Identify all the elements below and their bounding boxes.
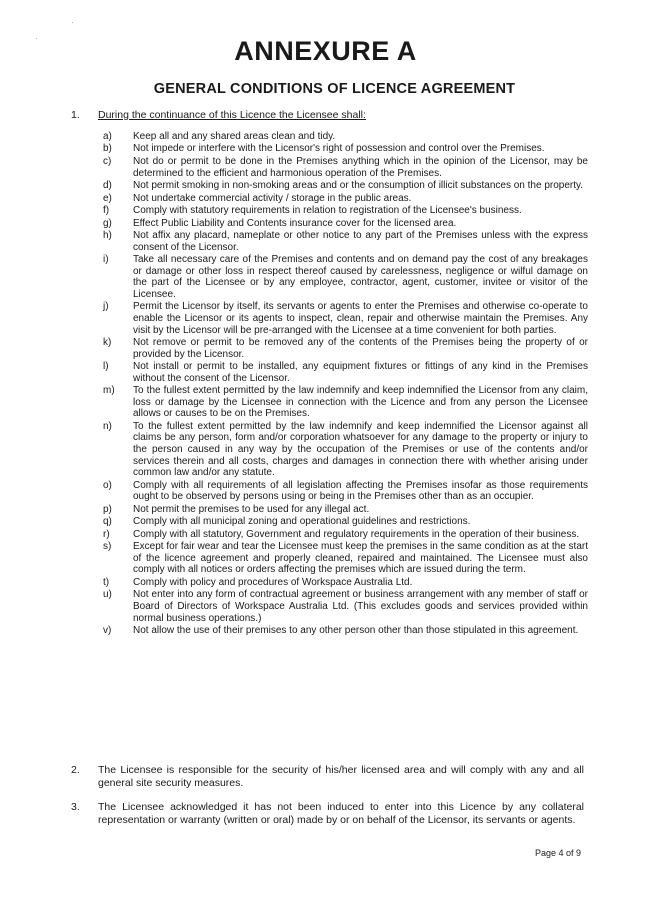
clause-text: The Licensee acknowledged it has not been induced to enter into this Licence by any collateral representation or warranty (written or oral) made by or on behalf of the Licensor, its servants or agents. xyxy=(98,801,584,826)
list-item-text: To the fullest extent permitted by the law indemnify and keep indemnified the Licensor against all claims be any person, form and/or corporation whatsoever for any damage to the property or injury to the person caused in any way by the occupation of the Premises or use of the contents and/or services therein and all costs, charges and damages in connection there with whether arising under common law and/or any statute. xyxy=(133,420,588,479)
list-item-label: g) xyxy=(103,217,112,229)
list-item xyxy=(103,143,588,155)
clause-number: 1. xyxy=(71,109,80,121)
scan-speck: · xyxy=(71,18,74,27)
list-item xyxy=(103,301,588,336)
list-item xyxy=(103,230,588,253)
list-item-label: q) xyxy=(103,516,112,528)
list-item-text: Take all necessary care of the Premises and contents and on demand pay the cost of any breakages or damage or other loss in respect thereof caused by carelessness, negligence or wilful damage on the part of the Licensee or by any employee, contractor, agent, customer, invitee or visitor of the Licensee. xyxy=(133,254,588,300)
list-item-label: d) xyxy=(103,180,112,192)
list-item-label: u) xyxy=(103,589,112,601)
list-item-text: Not enter into any form of contractual agreement or business arrangement with any member of staff or Board of Directors of Workspace Australia Ltd. (This excludes goods and services provided within normal business operations.) xyxy=(133,589,588,624)
list-item-label: o) xyxy=(103,479,112,491)
list-item-label: s) xyxy=(103,541,112,553)
list-item xyxy=(103,421,588,479)
list-item-label: r) xyxy=(103,528,110,540)
list-item-label: t) xyxy=(103,576,110,588)
list-item xyxy=(103,385,588,420)
list-item-text: Permit the Licensor by itself, its servants or agents to enter the Premises and otherwise co-operate to enable the Licensor or its agents to inspect, clean, repair and otherwise maintain the Premises. Any visit by the Licensor will be pre-arranged with the Licensee at a time convenient for both parties. xyxy=(133,301,588,336)
list-item-label: p) xyxy=(103,503,112,515)
page-subtitle: GENERAL CONDITIONS OF LICENCE AGREEMENT xyxy=(153,81,516,97)
list-item-text: Not undertake commercial activity / storage in the public areas. xyxy=(133,192,412,204)
list-item-text: Not permit smoking in non-smoking areas and or the consumption of illicit substances on the property. xyxy=(133,180,584,192)
page-title: ANNEXURE A xyxy=(234,36,417,66)
list-item-label: f) xyxy=(103,205,110,217)
clause-intro: During the continuance of this Licence the Licensee shall: xyxy=(98,109,366,121)
list-item-text: Keep all and any shared areas clean and tidy. xyxy=(133,131,336,142)
list-item-label: e) xyxy=(103,192,112,204)
list-item-label: j) xyxy=(103,301,109,313)
list-item xyxy=(103,156,588,179)
list-item xyxy=(103,504,588,516)
list-item xyxy=(103,254,588,300)
list-item-label: v) xyxy=(103,625,112,637)
list-item xyxy=(103,577,588,589)
list-item-text: Not allow the use of their premises to any other person other than those stipulated in this agreement. xyxy=(133,625,579,637)
clause-number: 2. xyxy=(71,764,80,776)
list-item xyxy=(103,337,588,360)
list-item-text: Not install or permit to be installed, any equipment fixtures or fittings of any kind in the Premises without the consent of the Licensor. xyxy=(133,361,588,384)
list-item xyxy=(103,205,588,217)
list-item xyxy=(103,541,588,576)
list-item-label: k) xyxy=(103,337,112,348)
page-number: Page 4 of 9 xyxy=(535,848,582,858)
list-item-label: b) xyxy=(103,143,112,155)
list-item xyxy=(103,480,588,503)
list-item-label: n) xyxy=(103,420,112,432)
clause-text: The Licensee is responsible for the security of his/her licensed area and will comply with any and all general site security measures. xyxy=(98,764,584,789)
list-item xyxy=(103,589,588,624)
list-item-label: c) xyxy=(103,155,112,167)
list-item xyxy=(103,625,588,637)
list-item-text: Effect Public Liability and Contents insurance cover for the licensed area. xyxy=(133,217,457,229)
list-item xyxy=(103,193,588,205)
scan-speck: · xyxy=(35,34,38,43)
list-item xyxy=(103,218,588,230)
list-item xyxy=(103,361,588,384)
list-item-text: Not do or permit to be done in the Premises anything which in the opinion of the Licensor, may be determined to the efficient and harmonious operation of the Premises. xyxy=(133,155,588,179)
list-item-text: Not remove or permit to be removed any of the contents of the Premises being the property of or provided by the Licensor. xyxy=(133,337,588,360)
list-item-text: Comply with all requirements of all legislation affecting the Premises insofar as those requirements ought to be observed by persons using or being in the Premises other than as an occupier. xyxy=(133,479,588,503)
list-item-label: m) xyxy=(103,385,115,397)
list-item-text: Except for fair wear and tear the Licensee must keep the premises in the same condition as at the start of the licence agreement and properly cleaned, repaired and maintained. The Licensee must also comply with all notices or orders affecting the premises which are issued during the term. xyxy=(133,541,588,576)
list-item-label: a) xyxy=(103,131,112,142)
list-item xyxy=(103,516,588,528)
list-item-text: To the fullest extent permitted by the law indemnify and keep indemnified the Licensor from any claim, loss or damage by the Licensee in connection with the Licence and from any person the Licensee allows or causes to be on the Premises. xyxy=(133,385,588,420)
list-item-text: Not impede or interfere with the Licensor's right of possession and control over the Premises. xyxy=(133,143,545,155)
list-item xyxy=(103,180,588,192)
clause-item-list xyxy=(103,131,588,638)
list-item-text: Comply with policy and procedures of Workspace Australia Ltd. xyxy=(133,576,413,588)
list-item xyxy=(103,131,588,143)
list-item-text: Not permit the premises to be used for any illegal act. xyxy=(133,503,370,515)
list-item xyxy=(103,529,588,541)
list-item-text: Comply with all statutory, Government and regulatory requirements in the operation of their business. xyxy=(133,528,580,540)
clause-number: 3. xyxy=(71,801,80,813)
list-item-text: Comply with all municipal zoning and operational guidelines and restrictions. xyxy=(133,516,471,528)
list-item-text: Not affix any placard, nameplate or other notice to any part of the Premises unless with the express consent of the Licensor. xyxy=(133,229,588,253)
list-item-label: h) xyxy=(103,229,112,241)
list-item-text: Comply with statutory requirements in relation to registration of the Licensee's business. xyxy=(133,205,522,217)
list-item-label: i) xyxy=(103,254,109,266)
list-item-label: l) xyxy=(103,361,109,373)
